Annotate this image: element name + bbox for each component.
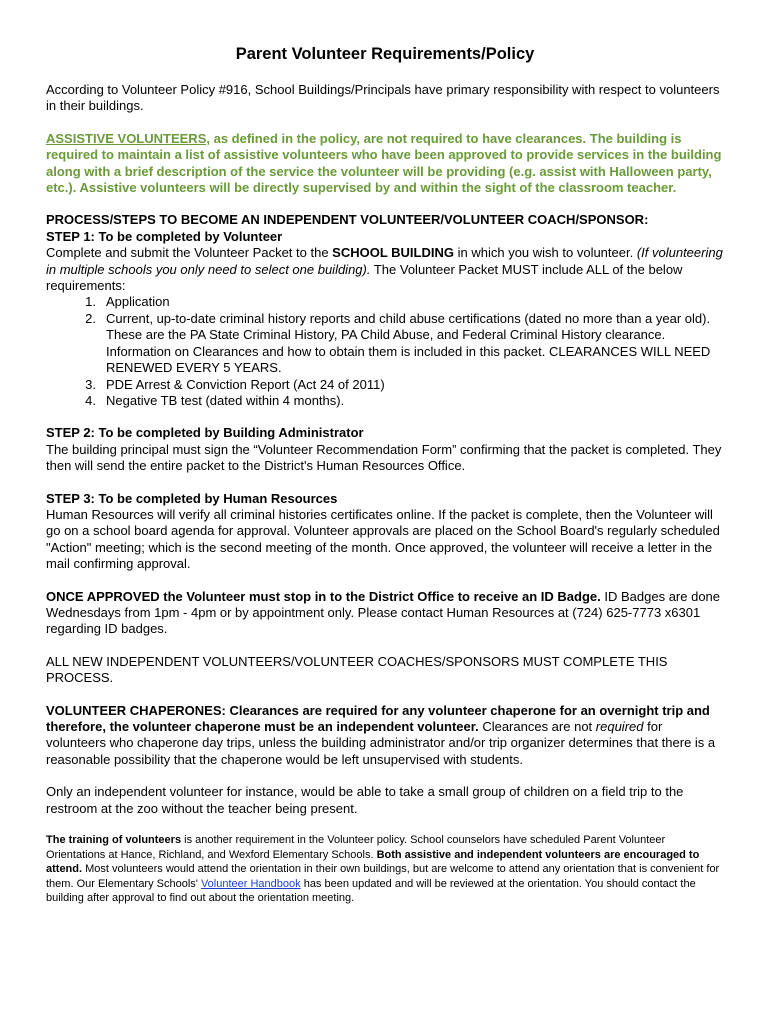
step1-heading: STEP 1: To be completed by Volunteer <box>46 228 283 244</box>
step1-text: Complete and submit the Volunteer Packet to the SCHOOL BUILDING in which you wish to volunteer. (If volunteering in multiple schools you only need to select one building). The Volunteer Packet MUST include ALL of the below requirements: <box>46 245 723 294</box>
list-item: 2. Current, up-to-date criminal history reports and child abuse certifications (dated no more than a year old). These are the PA State Criminal History, PA Child Abuse, and Federal Criminal History clearance. Information on Clearances and how to obtain them is included in this packet. CLEARANCES WILL NEED RENEWED EVERY 5 YEARS. <box>85 310 711 376</box>
approved-paragraph: ONCE APPROVED the Volunteer must stop in to the District Office to receive an ID Badge. ID Badges are done Wednesdays from 1pm - 4pm or by appointment only. Please contact Human Resources at (724) 625-7773 x6301 regarding ID badges. <box>46 588 721 637</box>
requirements-list <box>46 294 724 409</box>
step3-heading: STEP 3: To be completed by Human Resources <box>46 490 338 506</box>
volunteer-handbook-link[interactable]: Volunteer Handbook <box>200 877 301 890</box>
page-title: Parent Volunteer Requirements/Policy <box>235 45 535 63</box>
all-new-paragraph: ALL NEW INDEPENDENT VOLUNTEERS/VOLUNTEER COACHES/SPONSORS MUST COMPLETE THIS PROCESS. <box>46 653 668 686</box>
step2-section <box>46 425 724 474</box>
intro-paragraph: According to Volunteer Policy #916, School Buildings/Principals have primary responsibility with respect to volunteers in their buildings. <box>46 82 720 114</box>
list-item: 3. PDE Arrest & Conviction Report (Act 24 of 2011) <box>85 376 385 392</box>
assistive-term: ASSISTIVE VOLUNTEERS, <box>46 130 210 146</box>
step1-section <box>46 212 724 409</box>
step3-text: Human Resources will verify all criminal histories certificates online. If the packet is complete, then the Volunteer will go on a school board agenda for approval. Volunteer approvals are placed on the School Board's regularly scheduled "Action" meeting; which is the second meeting of the month. Once approved, the volunteer will receive a letter in the mail confirming approval. <box>46 506 720 572</box>
assistive-paragraph: ASSISTIVE VOLUNTEERS, as defined in the policy, are not required to have clearances. The building is required to maintain a list of assistive volunteers who have been approved to provide services in the building along with a brief description of the service the volunteer will be providing (e.g. assist with Halloween party, etc.). Assistive volunteers will be directly supervised by and within the sight of the classroom teacher. <box>46 130 722 196</box>
step2-text: The building principal must sign the “Volunteer Recommendation Form” confirming that the packet is completed. They then will send the entire packet to the District's Human Resources Office. <box>46 441 722 474</box>
process-heading: PROCESS/STEPS TO BECOME AN INDEPENDENT VOLUNTEER/VOLUNTEER COACH/SPONSOR: <box>46 212 649 228</box>
list-item: 4. Negative TB test (dated within 4 months). <box>85 392 345 408</box>
chaperones-paragraph: VOLUNTEER CHAPERONES: Clearances are required for any volunteer chaperone for an overnight trip and therefore, the volunteer chaperone must be an independent volunteer. Clearances are not required for volunteers who chaperone day trips, unless the building administrator and/or trip organizer determines that there is a reasonable possibility that the chaperone would be left unsupervised with students. <box>46 702 716 767</box>
field-trip-paragraph: Only an independent volunteer for instance, would be able to take a small group of children on a field trip to the restroom at the zoo without the teacher being present. <box>46 784 684 816</box>
step2-heading: STEP 2: To be completed by Building Administrator <box>46 425 364 441</box>
list-item: 1. Application <box>85 294 170 310</box>
step3-section <box>46 491 724 573</box>
training-paragraph: The training of volunteers is another requirement in the Volunteer policy. School counselors have scheduled Parent Volunteer Orientations at Hance, Richland, and Wexford Elementary Schools. Both assistive and independent volunteers are encouraged to attend. Most volunteers would attend the orientation in their own buildings, but are welcome to attend any orientation that is convenient for them. Our Elementary Schools' Volunteer Handbook has been updated and will be reviewed at the orientation. You should contact the building after approval to find out about the orientation meeting. <box>46 834 720 905</box>
